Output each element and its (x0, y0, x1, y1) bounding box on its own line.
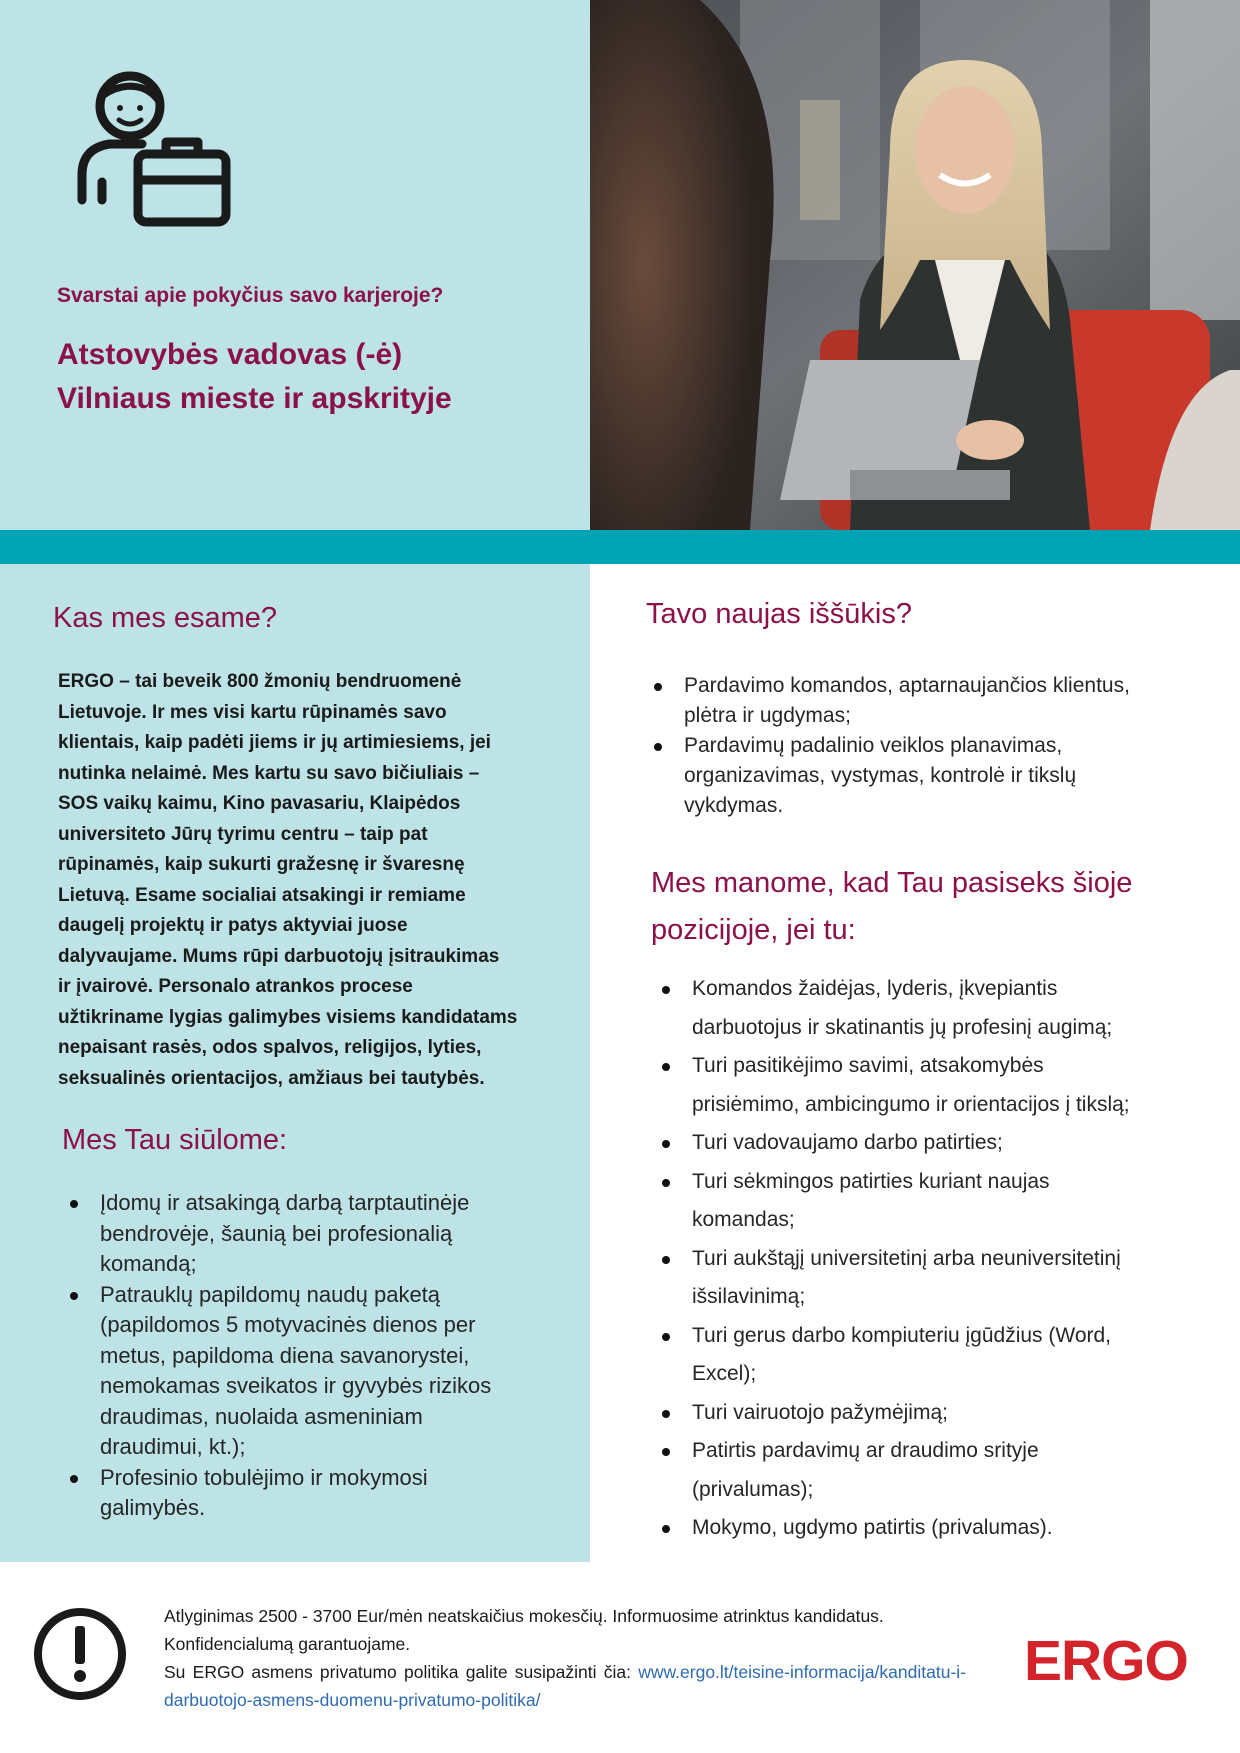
about-text-line: nepaisant rasės, odos spalvos, religijos, lyties, (58, 1037, 482, 1058)
about-text-line: klientais, kaip padėti jiems ir jų artimiesiems, jei (58, 732, 491, 753)
offer-item-line: Profesinio tobulėjimo ir mokymosi (100, 1464, 428, 1490)
about-text-line: ERGO – tai beveik 800 žmonių bendruomenė (58, 671, 462, 692)
about-text-line: SOS vaikų kaimu, Kino pavasariu, Klaipėdos (58, 793, 461, 814)
challenge-item-line: vykdymas. (684, 794, 784, 817)
footer-notice (164, 1602, 966, 1714)
about-text-line: seksualinės orientacijos, amžiaus bei tautybės. (58, 1067, 485, 1089)
requirement-item-line: Turi aukštąjį universitetinį arba neuniversitetinį (692, 1246, 1121, 1270)
challenge-item (646, 731, 1206, 821)
job-title-line-1: Atstovybės vadovas (-ė) (57, 338, 403, 371)
offer-item-line: bendrovėje, šaunią bei profesionalią (100, 1220, 453, 1246)
about-text-line: universiteto Jūrų tyrimu centru – taip pat (58, 823, 428, 845)
requirement-item-line: prisiėmimo, ambicingumo ir orientacijos į tikslą; (692, 1092, 1130, 1116)
hero-kicker: Svarstai apie pokyčius savo karjeroje? (57, 284, 444, 307)
requirement-item (654, 1124, 1214, 1163)
about-text-line: dalyvaujame. Mums rūpi darbuotojų įsitraukimas (58, 945, 500, 967)
about-text-line: Lietuvoje. Ir mes visi kartu rūpinamės savo (58, 701, 447, 723)
confidential-text: Konfidencialumą garantuojame. (164, 1634, 411, 1654)
requirement-item-line: (privalumas); (692, 1477, 814, 1501)
requirement-item-line: Komandos žaidėjas, lyderis, įkvepiantis (692, 977, 1058, 1000)
job-title-line-2: Vilniaus mieste ir apskrityje (57, 382, 452, 415)
policy-text: Su ERGO asmens privatumo politika galite susipažinti čia: (164, 1662, 631, 1682)
challenge-item-line: Pardavimų padalinio veiklos planavimas, (684, 734, 1063, 757)
requirements-title-line-1: Mes manome, kad Tau pasiseks šioje (651, 867, 1133, 899)
about-text-line: daugelį projektų ir patys aktyviai juose (58, 915, 408, 936)
offer-item-line: galimybės. (100, 1495, 206, 1520)
offer-item-line: draudimas, nuolaida asmeniniam (100, 1403, 423, 1429)
requirement-item-line: išsilavinimą; (692, 1285, 806, 1308)
offer-item-line: Patrauklų papildomų naudų paketą (100, 1281, 441, 1307)
requirements-title-line-2: pozicijoje, jei tu: (651, 914, 856, 946)
challenge-title: Tavo naujas iššūkis? (646, 598, 912, 630)
offer-item (62, 1188, 582, 1280)
offer-item-line: Įdomų ir atsakingą darbą tarptautinėje (100, 1190, 470, 1215)
challenge-item-line: plėtra ir ugdymas; (684, 704, 851, 727)
requirement-item (654, 1394, 1214, 1433)
about-text-line: rūpinamės, kaip sukurti gražesnę ir švaresnę (58, 854, 465, 875)
offer-item (62, 1280, 582, 1463)
requirement-item-line: Turi vairuotojo pažymėjimą; (692, 1400, 948, 1424)
about-text-line: Lietuvą. Esame socialiai atsakingi ir remiame (58, 884, 466, 906)
about-text-line: ir įvairovė. Personalo atrankos procese (58, 976, 413, 997)
job-title (57, 333, 452, 421)
about-text-line: užtikriname lygias galimybes visiems kandidatams (58, 1006, 518, 1028)
challenge-item (646, 671, 1206, 731)
requirement-item (654, 1163, 1214, 1240)
offer-list (62, 1188, 582, 1524)
exclamation-circle-icon (32, 1606, 128, 1702)
about-text-line: nutinka nelaimė. Mes kartu su savo bičiuliais – (58, 762, 480, 784)
offer-item (62, 1463, 582, 1524)
requirements-list (654, 970, 1214, 1548)
requirement-item (654, 1240, 1214, 1317)
requirement-item (654, 1509, 1214, 1548)
requirement-item (654, 1432, 1214, 1509)
about-text (58, 667, 578, 1094)
offer-item-line: (papildomos 5 motyvacinės dienos per (100, 1312, 476, 1337)
offer-item-line: metus, papildoma diena savanorystei, (100, 1342, 470, 1368)
requirement-item-line: Turi pasitikėjimo savimi, atsakomybės (692, 1054, 1044, 1077)
offer-item-line: draudimui, kt.); (100, 1434, 246, 1459)
challenge-item-line: Pardavimo komandos, aptarnaujančios klientus, (684, 674, 1130, 697)
requirement-item-line: Turi sėkmingos patirties kuriant naujas (692, 1169, 1050, 1193)
privacy-policy-link[interactable]: www.ergo.lt/teisine-informacija/kanditatu-i-darbuotojo-asmens-duomenu-privatumo-politika/ (164, 1662, 966, 1710)
hero-photo (590, 0, 1240, 530)
requirement-item-line: Turi gerus darbo kompiuteriu įgūdžius (Word, (692, 1323, 1112, 1347)
requirement-item-line: darbuotojus ir skatinantis jų profesinį augimą; (692, 1015, 1113, 1039)
offer-item-line: nemokamas sveikatos ir gyvybės rizikos (100, 1373, 492, 1398)
divider-band (0, 530, 1240, 564)
requirement-item-line: Mokymo, ugdymo patirtis (privalumas). (692, 1516, 1053, 1539)
requirement-item-line: komandas; (692, 1208, 795, 1231)
offer-item-line: komandą; (100, 1251, 197, 1276)
requirements-title (651, 860, 1132, 954)
requirement-item-line: Turi vadovaujamo darbo patirties; (692, 1131, 1003, 1154)
about-title: Kas mes esame? (53, 602, 278, 634)
requirement-item (654, 970, 1214, 1047)
person-briefcase-icon (72, 70, 232, 230)
ergo-logo: ERGO (1024, 1629, 1188, 1693)
offer-title: Mes Tau siūlome: (62, 1124, 288, 1156)
requirement-item-line: Excel); (692, 1362, 757, 1385)
challenge-list (646, 671, 1206, 821)
requirement-item-line: Patirtis pardavimų ar draudimo srityje (692, 1439, 1039, 1462)
requirement-item (654, 1047, 1214, 1124)
requirement-item (654, 1317, 1214, 1394)
salary-text: Atlyginimas 2500 - 3700 Eur/mėn neatskaičius mokesčių. Informuosime atrinktus kandidatus. (164, 1606, 884, 1626)
challenge-item-line: organizavimas, vystymas, kontrolė ir tikslų (684, 764, 1077, 787)
